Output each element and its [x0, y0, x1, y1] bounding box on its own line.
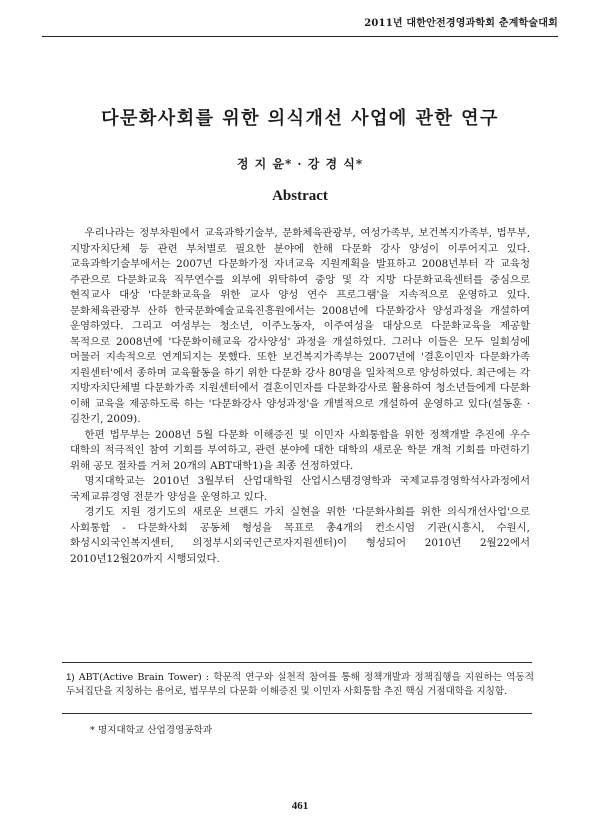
paper-title: 다문화사회를 위한 의식개선 사업에 관한 연구 [101, 108, 499, 129]
abstract-paragraph-4: 경기도 지원 경기도의 새로운 브랜드 가치 실현을 위한 '다문화사회를 위한 의식개선사업'으로 사회통합 - 다문화사회 공동체 형성을 목표로 총4개의 컨소시엄 기관(시흥시, 수원시, 화성시외국인복지센터, 의정부시외국인근로자지원센터)이 형성되어 2010년 2월22에서 2010년12월20까지 시행되었다. [70, 506, 530, 565]
page-number: 461 [291, 800, 309, 812]
abstract-body [70, 226, 530, 567]
abstract-paragraph-3: 명지대학교는 2010년 3월부터 산업대학원 산업시스템경영학과 국제교류경영학석사과정에서 국제교류경영 전문가 양성을 운영하고 있다. [70, 475, 530, 503]
abstract-paragraph-1: 우리나라는 정부차원에서 교육과학기술부, 문화체육관광부, 여성가족부, 보건복지가족부, 법무부, 지방자치단체 등 관련 부처별로 필요한 분야에 한해 다문화 강사 양성이 이루어지고 있다. 교육과학기술부에서는 2007년 다문화가정 자녀교육 지원계획을 발표하고 2008년부터 각 교육청 주관으로 다문화교육 직무연수를 외부에 위탁하여 중앙 및 각 지방 다문화교육센터를 중심으로 현직교사 대상 '다문화교육을 위한 교사 양성 연수 프로그램'을 지속적으로 운영하고 있다. 문화체육관광부 산하 한국문화예술교육진흥원에서는 2008년에 다문화강사 양성과정을 개설하여 운영하였다. 그리고 여성부는 청소년, 이주노동자, 이주여성을 대상으로 다문화교육을 제공할 목적으로 2008년에 '다문화이해교육 강사양성' 과정을 개설하였다. 그러나 이들은 모두 일회성에 머물러 지속적으로 연계되지는 못했다. 또한 보건복지가족부는 2007년에 '결혼이민자 다문화가족 지원센터'에서 종하며 교육활동을 하기 위한 다문화 강사 80명을 일차적으로 양성하였다. 최근에는 각 지방자치단체별 다문화가족 지원센터에서 결혼이민자를 다문화강사로 활용하여 청소년들에게 다문화 이해 교육을 제공하도록 하는 '다문화강사 양성과정'을 개별적으로 개설하여 운영하고 있다(설동훈 · 김찬기, 2009). [70, 227, 530, 425]
header-rule [42, 36, 558, 37]
authors: 정 지 윤* · 강 경 식* [236, 157, 364, 171]
footnote-rule-2 [62, 713, 532, 714]
footnote-abt-text: ABT(Active Brain Tower) : 학문적 연구와 실천적 참여를 통해 정책개발과 정책집행을 지원하는 역동적 두뇌집단을 지칭하는 용어로, 법무부의 다문화 이해증진 및 이민자 사회통합 추진 핵심 거점대학을 지칭함. [66, 672, 534, 697]
abstract-heading: Abstract [272, 188, 328, 204]
abstract-paragraph-2: 한편 법무부는 2008년 5월 다문화 이해증진 및 이민자 사회통합을 위한 정책개발 추진에 우수 대학의 적극적인 참여 기회를 부여하고, 관련 분야에 대한 대학의 새로운 학문 개척 기회를 마련하기 위해 공모 절차를 거쳐 20개의 ABT대학1)을 최종 선정하였다. [70, 428, 530, 472]
footnote-abt [66, 671, 534, 699]
footnote-marker: 1) [66, 672, 75, 683]
footnote-affiliation: * 명지대학교 산업경영공학과 [90, 725, 213, 736]
footnote-rule [62, 662, 532, 663]
running-header: 2011년 대한안전경영과학회 춘계학술대회 [364, 18, 558, 29]
